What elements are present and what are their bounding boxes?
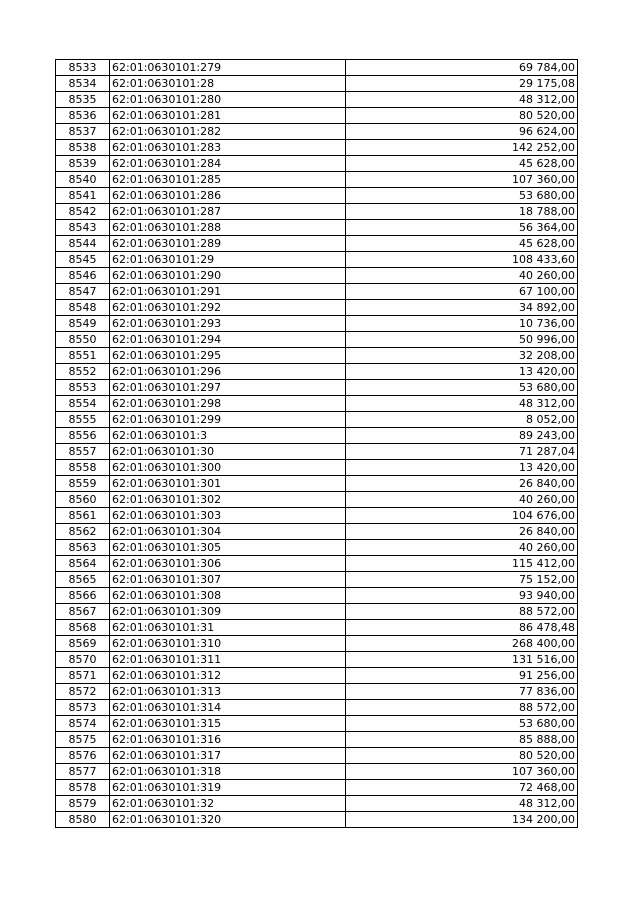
value-cell: 71 287,04: [346, 444, 578, 460]
row-number-cell: 8558: [56, 460, 110, 476]
cadastral-number-cell: 62:01:0630101:288: [110, 220, 346, 236]
table-row: [56, 476, 578, 492]
value-cell: 91 256,00: [346, 668, 578, 684]
row-number-cell: 8568: [56, 620, 110, 636]
value-cell: 77 836,00: [346, 684, 578, 700]
table-row: [56, 60, 578, 76]
row-number-cell: 8580: [56, 812, 110, 828]
value-cell: 48 312,00: [346, 796, 578, 812]
value-cell: 40 260,00: [346, 268, 578, 284]
cadastral-number-cell: 62:01:0630101:306: [110, 556, 346, 572]
table-row: [56, 396, 578, 412]
value-cell: 45 628,00: [346, 236, 578, 252]
table-row: [56, 524, 578, 540]
table-row: [56, 444, 578, 460]
table-row: [56, 668, 578, 684]
cadastral-number-cell: 62:01:0630101:299: [110, 412, 346, 428]
table-row: [56, 492, 578, 508]
table-body: [56, 60, 578, 828]
value-cell: 50 996,00: [346, 332, 578, 348]
row-number-cell: 8542: [56, 204, 110, 220]
row-number-cell: 8567: [56, 604, 110, 620]
value-cell: 75 152,00: [346, 572, 578, 588]
value-cell: 268 400,00: [346, 636, 578, 652]
value-cell: 48 312,00: [346, 92, 578, 108]
row-number-cell: 8545: [56, 252, 110, 268]
table-row: [56, 140, 578, 156]
table-row: [56, 172, 578, 188]
cadastral-number-cell: 62:01:0630101:298: [110, 396, 346, 412]
cadastral-number-cell: 62:01:0630101:283: [110, 140, 346, 156]
value-cell: 69 784,00: [346, 60, 578, 76]
cadastral-number-cell: 62:01:0630101:281: [110, 108, 346, 124]
cadastral-number-cell: 62:01:0630101:297: [110, 380, 346, 396]
table-row: [56, 220, 578, 236]
cadastral-number-cell: 62:01:0630101:3: [110, 428, 346, 444]
cadastral-number-cell: 62:01:0630101:285: [110, 172, 346, 188]
cadastral-number-cell: 62:01:0630101:308: [110, 588, 346, 604]
value-cell: 88 572,00: [346, 604, 578, 620]
cadastral-value-table: [55, 59, 578, 828]
row-number-cell: 8570: [56, 652, 110, 668]
row-number-cell: 8547: [56, 284, 110, 300]
cadastral-number-cell: 62:01:0630101:304: [110, 524, 346, 540]
row-number-cell: 8535: [56, 92, 110, 108]
row-number-cell: 8578: [56, 780, 110, 796]
row-number-cell: 8543: [56, 220, 110, 236]
row-number-cell: 8563: [56, 540, 110, 556]
cadastral-number-cell: 62:01:0630101:300: [110, 460, 346, 476]
cadastral-number-cell: 62:01:0630101:303: [110, 508, 346, 524]
row-number-cell: 8575: [56, 732, 110, 748]
value-cell: 86 478,48: [346, 620, 578, 636]
value-cell: 53 680,00: [346, 380, 578, 396]
table-row: [56, 572, 578, 588]
table-row: [56, 748, 578, 764]
row-number-cell: 8553: [56, 380, 110, 396]
table-row: [56, 780, 578, 796]
row-number-cell: 8546: [56, 268, 110, 284]
cadastral-number-cell: 62:01:0630101:282: [110, 124, 346, 140]
table-row: [56, 652, 578, 668]
row-number-cell: 8537: [56, 124, 110, 140]
cadastral-number-cell: 62:01:0630101:317: [110, 748, 346, 764]
table-row: [56, 604, 578, 620]
table-row: [56, 380, 578, 396]
row-number-cell: 8579: [56, 796, 110, 812]
value-cell: 104 676,00: [346, 508, 578, 524]
value-cell: 67 100,00: [346, 284, 578, 300]
cadastral-number-cell: 62:01:0630101:290: [110, 268, 346, 284]
row-number-cell: 8554: [56, 396, 110, 412]
table-row: [56, 460, 578, 476]
value-cell: 88 572,00: [346, 700, 578, 716]
cadastral-number-cell: 62:01:0630101:287: [110, 204, 346, 220]
value-cell: 115 412,00: [346, 556, 578, 572]
value-cell: 142 252,00: [346, 140, 578, 156]
cadastral-number-cell: 62:01:0630101:314: [110, 700, 346, 716]
row-number-cell: 8573: [56, 700, 110, 716]
row-number-cell: 8572: [56, 684, 110, 700]
table-row: [56, 332, 578, 348]
table-row: [56, 636, 578, 652]
cadastral-number-cell: 62:01:0630101:301: [110, 476, 346, 492]
table-row: [56, 700, 578, 716]
row-number-cell: 8551: [56, 348, 110, 364]
row-number-cell: 8540: [56, 172, 110, 188]
row-number-cell: 8533: [56, 60, 110, 76]
table-row: [56, 732, 578, 748]
row-number-cell: 8574: [56, 716, 110, 732]
value-cell: 93 940,00: [346, 588, 578, 604]
table-row: [56, 252, 578, 268]
cadastral-number-cell: 62:01:0630101:315: [110, 716, 346, 732]
value-cell: 48 312,00: [346, 396, 578, 412]
cadastral-number-cell: 62:01:0630101:296: [110, 364, 346, 380]
cadastral-number-cell: 62:01:0630101:30: [110, 444, 346, 460]
table-row: [56, 508, 578, 524]
table-row: [56, 588, 578, 604]
value-cell: 80 520,00: [346, 748, 578, 764]
table-row: [56, 268, 578, 284]
value-cell: 29 175,08: [346, 76, 578, 92]
cadastral-number-cell: 62:01:0630101:302: [110, 492, 346, 508]
table-row: [56, 556, 578, 572]
row-number-cell: 8557: [56, 444, 110, 460]
value-cell: 10 736,00: [346, 316, 578, 332]
cadastral-number-cell: 62:01:0630101:294: [110, 332, 346, 348]
table-row: [56, 156, 578, 172]
table-row: [56, 300, 578, 316]
row-number-cell: 8561: [56, 508, 110, 524]
cadastral-number-cell: 62:01:0630101:316: [110, 732, 346, 748]
value-cell: 107 360,00: [346, 764, 578, 780]
cadastral-number-cell: 62:01:0630101:292: [110, 300, 346, 316]
table-row: [56, 620, 578, 636]
cadastral-number-cell: 62:01:0630101:313: [110, 684, 346, 700]
table-row: [56, 428, 578, 444]
value-cell: 107 360,00: [346, 172, 578, 188]
value-cell: 40 260,00: [346, 492, 578, 508]
row-number-cell: 8556: [56, 428, 110, 444]
table-row: [56, 92, 578, 108]
cadastral-number-cell: 62:01:0630101:310: [110, 636, 346, 652]
table-row: [56, 412, 578, 428]
row-number-cell: 8536: [56, 108, 110, 124]
cadastral-number-cell: 62:01:0630101:289: [110, 236, 346, 252]
value-cell: 32 208,00: [346, 348, 578, 364]
cadastral-number-cell: 62:01:0630101:31: [110, 620, 346, 636]
row-number-cell: 8577: [56, 764, 110, 780]
table-row: [56, 124, 578, 140]
value-cell: 45 628,00: [346, 156, 578, 172]
cadastral-number-cell: 62:01:0630101:279: [110, 60, 346, 76]
table-row: [56, 684, 578, 700]
cadastral-number-cell: 62:01:0630101:295: [110, 348, 346, 364]
row-number-cell: 8541: [56, 188, 110, 204]
cadastral-number-cell: 62:01:0630101:307: [110, 572, 346, 588]
row-number-cell: 8539: [56, 156, 110, 172]
value-cell: 85 888,00: [346, 732, 578, 748]
cadastral-number-cell: 62:01:0630101:305: [110, 540, 346, 556]
value-cell: 8 052,00: [346, 412, 578, 428]
row-number-cell: 8559: [56, 476, 110, 492]
table-row: [56, 316, 578, 332]
row-number-cell: 8571: [56, 668, 110, 684]
row-number-cell: 8569: [56, 636, 110, 652]
row-number-cell: 8564: [56, 556, 110, 572]
value-cell: 13 420,00: [346, 460, 578, 476]
table-row: [56, 364, 578, 380]
cadastral-number-cell: 62:01:0630101:291: [110, 284, 346, 300]
cadastral-number-cell: 62:01:0630101:284: [110, 156, 346, 172]
table-row: [56, 236, 578, 252]
table-row: [56, 204, 578, 220]
value-cell: 13 420,00: [346, 364, 578, 380]
cadastral-number-cell: 62:01:0630101:280: [110, 92, 346, 108]
row-number-cell: 8550: [56, 332, 110, 348]
table-row: [56, 540, 578, 556]
table-row: [56, 348, 578, 364]
row-number-cell: 8560: [56, 492, 110, 508]
row-number-cell: 8549: [56, 316, 110, 332]
cadastral-number-cell: 62:01:0630101:32: [110, 796, 346, 812]
table-row: [56, 764, 578, 780]
table-row: [56, 812, 578, 828]
value-cell: 131 516,00: [346, 652, 578, 668]
value-cell: 34 892,00: [346, 300, 578, 316]
cadastral-number-cell: 62:01:0630101:312: [110, 668, 346, 684]
value-cell: 53 680,00: [346, 716, 578, 732]
cadastral-number-cell: 62:01:0630101:286: [110, 188, 346, 204]
value-cell: 40 260,00: [346, 540, 578, 556]
table-row: [56, 716, 578, 732]
value-cell: 26 840,00: [346, 476, 578, 492]
table-row: [56, 76, 578, 92]
table-row: [56, 188, 578, 204]
value-cell: 26 840,00: [346, 524, 578, 540]
value-cell: 108 433,60: [346, 252, 578, 268]
cadastral-number-cell: 62:01:0630101:309: [110, 604, 346, 620]
table-row: [56, 284, 578, 300]
row-number-cell: 8538: [56, 140, 110, 156]
cadastral-number-cell: 62:01:0630101:311: [110, 652, 346, 668]
value-cell: 80 520,00: [346, 108, 578, 124]
row-number-cell: 8534: [56, 76, 110, 92]
row-number-cell: 8552: [56, 364, 110, 380]
cadastral-number-cell: 62:01:0630101:28: [110, 76, 346, 92]
value-cell: 18 788,00: [346, 204, 578, 220]
value-cell: 134 200,00: [346, 812, 578, 828]
value-cell: 72 468,00: [346, 780, 578, 796]
row-number-cell: 8566: [56, 588, 110, 604]
table-row: [56, 108, 578, 124]
row-number-cell: 8576: [56, 748, 110, 764]
row-number-cell: 8565: [56, 572, 110, 588]
cadastral-number-cell: 62:01:0630101:319: [110, 780, 346, 796]
cadastral-number-cell: 62:01:0630101:320: [110, 812, 346, 828]
cadastral-number-cell: 62:01:0630101:293: [110, 316, 346, 332]
cadastral-number-cell: 62:01:0630101:318: [110, 764, 346, 780]
row-number-cell: 8555: [56, 412, 110, 428]
value-cell: 96 624,00: [346, 124, 578, 140]
row-number-cell: 8548: [56, 300, 110, 316]
value-cell: 89 243,00: [346, 428, 578, 444]
row-number-cell: 8544: [56, 236, 110, 252]
cadastral-number-cell: 62:01:0630101:29: [110, 252, 346, 268]
row-number-cell: 8562: [56, 524, 110, 540]
value-cell: 56 364,00: [346, 220, 578, 236]
table-row: [56, 796, 578, 812]
value-cell: 53 680,00: [346, 188, 578, 204]
